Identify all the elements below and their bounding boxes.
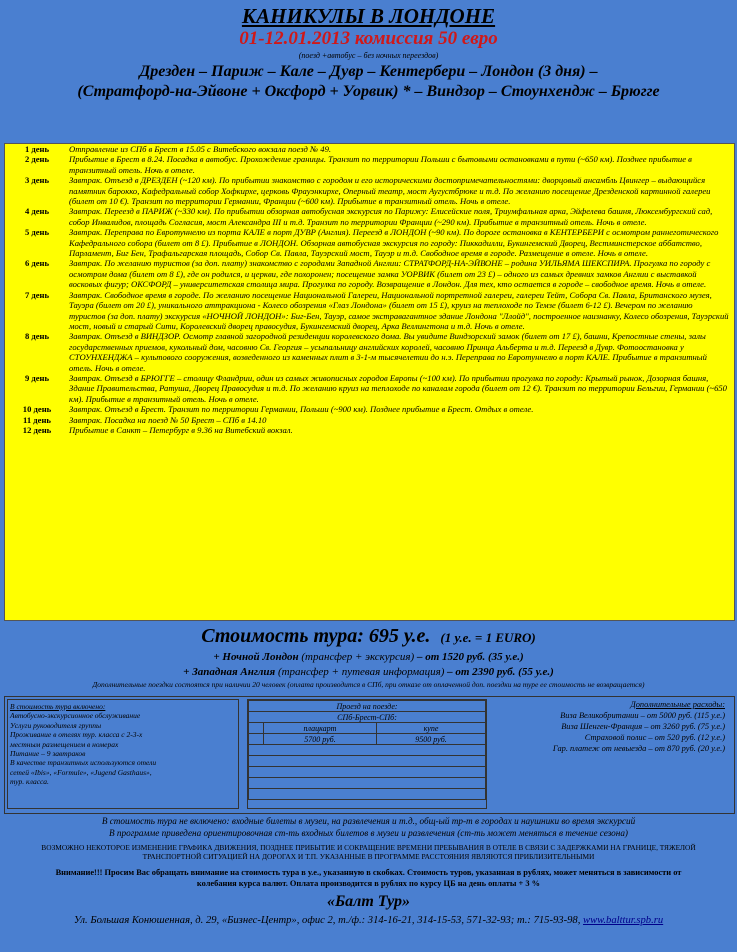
address-text: Ул. Большая Конюшенная, д. 29, «Бизнес-Центр», офис 2, т./ф.: 314-16-21, 314-15-53, 571-32-93; т.: 715-93-98,: [73, 914, 583, 926]
tour-price: [0, 624, 737, 650]
extra-west-name: + Западная Англия: [183, 666, 276, 678]
itinerary-row: [5, 144, 734, 154]
itinerary-row: [5, 404, 734, 414]
itinerary-row: [5, 227, 734, 258]
company-name: «Балт Тур»: [326, 892, 411, 910]
itinerary-row: [5, 175, 734, 206]
tour-title: КАНИКУЛЫ В ЛОНДОНЕ: [241, 4, 496, 28]
train-box: [247, 699, 487, 809]
route-line-1: Дрезден – Париж – Кале – Дувр – Кентербери – Лондон (3 дня) –: [139, 63, 598, 80]
day-label: 2 день: [24, 154, 50, 165]
extra-costs-box: [491, 699, 729, 809]
day-text: Завтрак. Отъезд в БРЮГГЕ – столицу Фландрии, один из самых живописных городов Европы (~100 км). По прибытии прогулка по городу: Крытый рынок, Дозорная башня, Здание Правительства, Ратуша, Дворец Правосудия и т.д. По желанию круиз на теплоходе по каналам города (билет от 12 €). Транзит по территории Бельгии, Германии (~650 км). Прибытие в транзитный отель. Ночь в отеле.: [69, 372, 727, 404]
itinerary-row: [5, 373, 734, 404]
day-text: Завтрак. По желанию туристов (за доп. плату) знакомство с городами Западной Англии: СТРАТФОРД-НА-ЭЙВОНЕ – родина УИЛЬЯМА ШЕКСПИРА. Прогулка по городу с осмотром дома (билет от 8 £), где он родился, и церкви, где похоронен; посещение замка УОРВИК (билет от 23 £) – одного из самых древних замков Англии с выставкой восковых фигур; ОКСФОРД – университетская столица мира. Прогулка по городу. Возвращение в Лондон. Для тех, кто остается в городе – свободное время. Ночь в отеле.: [69, 258, 711, 290]
extra-cost-item: Виза Шенген-Франция – от 3260 руб. (75 у.е.): [561, 722, 725, 731]
day-label: 5 день: [24, 227, 50, 238]
day-text: Завтрак. Свободное время в городе. По желанию посещение Национальной Галереи, Национальной портретной галереи, галереи Тейт, Собора Св. Павла, Британского музея, Тауэра (билет от 20 £), уникального аттракциона - Колесо обозрения «Глаз Лондона» (билет от 15 £), круиз на теплоходе по Темзе (билет 6-12 £). Вечером по желанию туристов (за доп. плату) экскурсия «НОЧНОЙ ЛОНДОН»: Биг-Бен, Тауэр, самое экстравагантное здание Лондона "Ллойд", построенное наизнанку, Колесо обозрения, Тауэрский мост, новый и старый Сити, Королевский дворец правосудия, Букингемский дворец, Арка Веллингтона и т.д. Ночь в отеле.: [69, 289, 729, 331]
train-route: СПб-Брест-СПб:: [249, 712, 486, 723]
included-item: местным размещением в номерах: [10, 739, 119, 749]
day-text: Прибытие в Санкт – Петербург в 9.36 на Витебский вокзал.: [69, 424, 293, 435]
included-item: сетей «Ibis», «Formule», «Jugend Gasthaus»,: [10, 767, 152, 777]
currency-rate: (1 у.е. = 1 EURO): [440, 630, 536, 645]
extra-night-london: [0, 650, 737, 665]
train-col-kupe: купе: [376, 723, 485, 734]
day-text: Завтрак. Переправа по Евротуннелю из порта КАЛЕ в порт ДУВР (Англия). Переезд в ЛОНДОН (~90 км). По дороге остановка в КЕНТЕРБЕРИ с осмотром раннеготического Кафедрального собора (билет от 8 £). Прибытие в ЛОНДОН. Обзорная автобусная экскурсия по городу: Пиккадилли, Букингемский Дворец, Вестминстерское аббатство, Парламент, Биг Бен, Трафальгарская площадь, Собор Св. Павла, Тауэрский мост, Тауэр и т.д. Свободное время в городе. Размещение в отеле. Ночь в отеле.: [69, 227, 719, 259]
included-item: Проживание в отелях тур. класса с 2-3-х: [10, 730, 143, 740]
extra-night-price: – от 1520 руб. (35 у.е.): [414, 651, 524, 663]
tour-dates: 01-12.01.2013 комиссия 50 евро: [239, 28, 498, 49]
tour-price-value: Стоимость тура: 695 у.е.: [201, 625, 431, 647]
header: [0, 0, 737, 143]
transport-note: (поезд +автобус – без ночных переездов): [298, 51, 439, 60]
day-label: 3 день: [24, 175, 50, 186]
day-label: 1 день: [24, 144, 50, 154]
itinerary: [4, 143, 735, 621]
extra-cost-item: Виза Великобритании – от 5000 руб. (115 у.е.): [560, 711, 725, 720]
notices: [0, 815, 737, 926]
included-item: Автобусно-экскурсионное обслуживание: [10, 711, 141, 721]
itinerary-row: [5, 154, 734, 175]
attention-note: Внимание!!! Просим Вас обращать внимание на стоимость тура в у.е., указанную в скобках. Стоимость туров, указанная в рублях, может меняться в зависимости от колебания курса валют. Оплата производится в рублях по курсу ЦБ на день оплаты + 3 %: [55, 867, 682, 888]
included-title: В стоимость тура включено:: [10, 702, 106, 711]
included-item: Услуги руководителя группы: [10, 720, 102, 730]
included-item: тур. класса.: [10, 777, 49, 787]
train-price-platskart: 5700 руб.: [263, 734, 376, 745]
train-col-platskart: плацкарт: [263, 723, 376, 734]
day-label: 7 день: [24, 289, 50, 300]
extra-west-desc: (трансфер + путевая информация): [275, 666, 445, 678]
not-included-note: В стоимость тура не включено: входные билеты в музеи, на развлечения и т.д., общ-ый тр-т в городах и наушники во время экскурсий: [101, 816, 636, 826]
included-box: [7, 699, 239, 809]
extra-west-england: [0, 665, 737, 680]
day-label: 6 день: [24, 258, 50, 269]
prices-note: В программе приведена ориентировочная ст-ть входных билетов в музеи и развлечения (ст-ть может меняться в течение сезона): [109, 828, 628, 838]
itinerary-row: [5, 331, 734, 373]
extra-west-price: – от 2390 руб. (55 у.е.): [444, 666, 554, 678]
day-label: 8 день: [24, 331, 50, 342]
day-text: Прибытие в Брест в 8.24. Посадка в автобус. Прохождение границы. Транзит по территории Польши с бытовыми остановками в пути (~650 км). Позднее прибытие в транзитный отель. Ночь в отеле.: [69, 154, 692, 175]
day-label: 9 день: [24, 372, 50, 383]
extra-night-desc: (трансфер + экскурсия): [298, 651, 415, 663]
website-link[interactable]: www.balttur.spb.ru: [583, 914, 664, 926]
company-address: [0, 915, 737, 926]
route-line-2: (Стратфорд-на-Эйвоне + Оксфорд + Уорвик) * – Виндзор – Стоунхендж – Брюгге: [77, 83, 660, 100]
day-text: Завтрак. Посадка на поезд № 50 Брест – СПб в 14.10: [69, 414, 267, 425]
included-item: Питание – 9 завтраков: [10, 749, 86, 759]
train-table: [248, 700, 486, 800]
details-boxes: [4, 696, 735, 814]
day-label: 11 день: [23, 414, 51, 425]
train-title: Проезд на поезде:: [249, 701, 486, 712]
day-label: 4 день: [24, 206, 50, 217]
day-text: Завтрак. Отъезд в Брест. Транзит по территории Германии, Польши (~900 км). Позднее прибытие в Брест. Отдых в отеле.: [69, 404, 534, 415]
extra-trips-note: Дополнительные поездки состоятся при наличии 20 человек (оплата производится в СПб, при отказе от оплаченной доп. поездки на туре ее стоимость не возвращается): [92, 680, 645, 689]
itinerary-row: [5, 425, 734, 435]
included-item: В качестве транзитных используются отели: [10, 758, 157, 768]
itinerary-row: [5, 258, 734, 289]
schedule-warning: ВОЗМОЖНО НЕКОТОРОЕ ИЗМЕНЕНИЕ ГРАФИКА ДВИЖЕНИЯ, ПОЗДНЕЕ ПРИБЫТИЕ И СОКРАЩЕНИЕ ВРЕМЕНИ ПРЕБЫВАНИЯ В ОТЕЛЕ В СВЯЗИ С ЗАДЕРЖКАМИ НА ГРАНИЦЕ, ТЯЖЕЛОЙ ТРАНСПОРТНОЙ СИТУАЦИЕЙ НА ДОРОГАХ И Т.П. УКАЗАННЫЕ В ПРОГРАММЕ РАССТОЯНИЯ ЯВЛЯЮТСЯ ПРИБЛИЗИТЕЛЬНЫМИ: [41, 843, 696, 862]
day-text: Отправление из СПб в Брест в 15.05 с Витебского вокзала поезд № 49.: [69, 144, 332, 154]
price-section: [0, 624, 737, 690]
itinerary-row: [5, 290, 734, 332]
day-text: Завтрак. Отъезд в ДРЕЗДЕН (~120 км). По прибытии знакомство с городом и его историческими достопримечательностями: дворцовый ансамбль Цвингер – выдающийся памятник барокко, Кафедральный собор Хофкирхе, церковь Фрауэнкирхе, Оперный театр, мост Аугустбрюке и т.д. По желанию посещение Дрезденской картинной галереи (билет от 10 €). Транзит по территории Германии, Франции (~600 км). Прибытие в транзитный отель. Ночь в отеле.: [69, 175, 711, 207]
extra-cost-item: Страховой полис – от 520 руб. (12 у.е.): [584, 733, 725, 742]
day-text: Завтрак. Отъезд в ВИНДЗОР. Осмотр главной загородной резиденции королевского дома. Вы увидите Виндзорский замок (билет от 17 £), башни, Крепостные стены, залы государственных приемов, кукольный дом, часовню Св. Георгия – усыпальницу английских королей, часовню Принца Альберта и т.д. Переезд в Дувр. Фотоостановка у СТОУНХЕНДЖА – культового сооружения, возведенного из каменных плит в 3-1-м тысячелетии до н.э. Переправа по Евротуннелю в порт КАЛЕ. Прибытие в транзитный отель. Ночь в отеле.: [69, 331, 707, 373]
itinerary-row: [5, 206, 734, 227]
day-label: 12 день: [22, 424, 52, 435]
train-price-kupe: 9500 руб.: [376, 734, 485, 745]
extra-night-name: + Ночной Лондон: [213, 651, 299, 663]
extra-costs-title: Дополнительные расходы:: [630, 700, 725, 709]
day-text: Завтрак. Переезд в ПАРИЖ (~330 км). По прибытии обзорная автобусная экскурсия по Парижу: Елисейские поля, Триумфальная арка, Эйфелева башня, Люксембургский сад, собор Инвалидов, площадь Согласия, мост Александра III и т.д. Транзит по территории Франции (~290 км). Прибытие в транзитный отель. Ночь в отеле.: [69, 206, 713, 227]
itinerary-row: [5, 415, 734, 425]
day-label: 10 день: [22, 404, 52, 415]
extra-cost-item: Гар. платеж от невыезда – от 870 руб. (20 у.е.): [552, 744, 725, 753]
